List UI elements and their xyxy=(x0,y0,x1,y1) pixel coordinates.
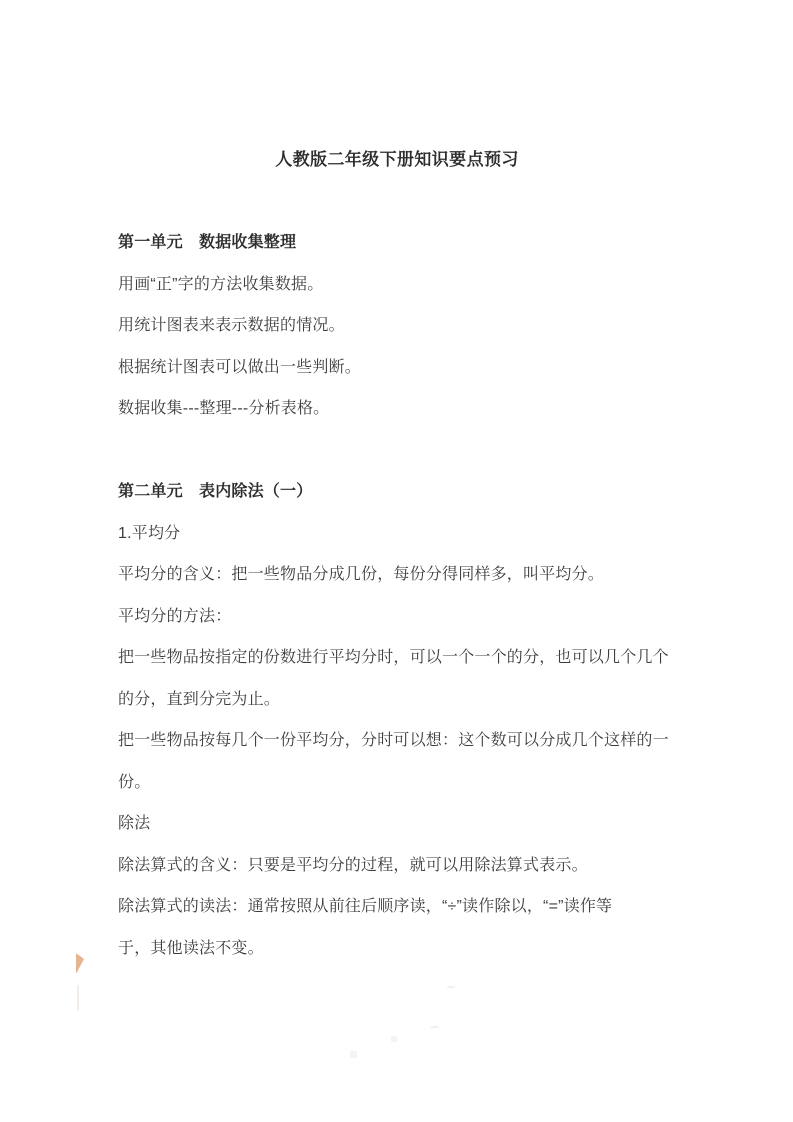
section-2-line-9: 除法算式的含义：只要是平均分的过程，就可以用除法算式表示。 xyxy=(118,856,588,874)
section-1-line-4: 数据收集---整理---分析表格。 xyxy=(118,400,330,417)
section-2-line-6: 把一些物品按每几个一份平均分，分时可以想：这个数可以分成几个这样的一 xyxy=(118,732,669,749)
document-content xyxy=(118,139,676,969)
section-1-heading: 第一单元 数据收集整理 xyxy=(118,234,297,251)
section-2-heading: 第二单元 表内除法（一） xyxy=(118,483,313,500)
section-2-line-10: 除法算式的读法：通常按照从前往后顺序读，“÷”读作除以，“=”读作等 xyxy=(118,898,613,915)
section-2-line-4: 把一些物品按指定的份数进行平均分时，可以一个一个的分，也可以几个几个 xyxy=(118,649,669,666)
section-1-line-2: 用统计图表来表示数据的情况。 xyxy=(118,317,345,334)
blank-line xyxy=(118,181,676,223)
section-2-line-2: 平均分的含义：把一些物品分成几份，每份分得同样多，叫平均分。 xyxy=(118,566,605,583)
bookmark-arrow-icon xyxy=(76,953,84,974)
blank-line xyxy=(118,430,676,472)
section-2-line-3: 平均分的方法： xyxy=(118,607,232,625)
section-1-line-3: 根据统计图表可以做出一些判断。 xyxy=(118,358,362,376)
scan-artifact xyxy=(350,1051,357,1058)
scan-artifact xyxy=(391,1036,397,1042)
scan-smudge xyxy=(77,985,79,1011)
section-2-line-5: 的分，直到分完为止。 xyxy=(118,690,281,708)
section-2-line-11: 于，其他读法不变。 xyxy=(118,939,264,957)
section-1-line-1: 用画“正”字的方法收集数据。 xyxy=(118,275,324,293)
section-2-line-1: 1.平均分 xyxy=(118,524,181,542)
scan-artifact xyxy=(430,1025,439,1028)
page-title: 人教版二年级下册知识要点预习 xyxy=(275,150,519,169)
section-2-line-7: 份。 xyxy=(118,773,151,791)
scan-artifact xyxy=(447,986,455,988)
section-2-line-8: 除法 xyxy=(118,815,151,832)
